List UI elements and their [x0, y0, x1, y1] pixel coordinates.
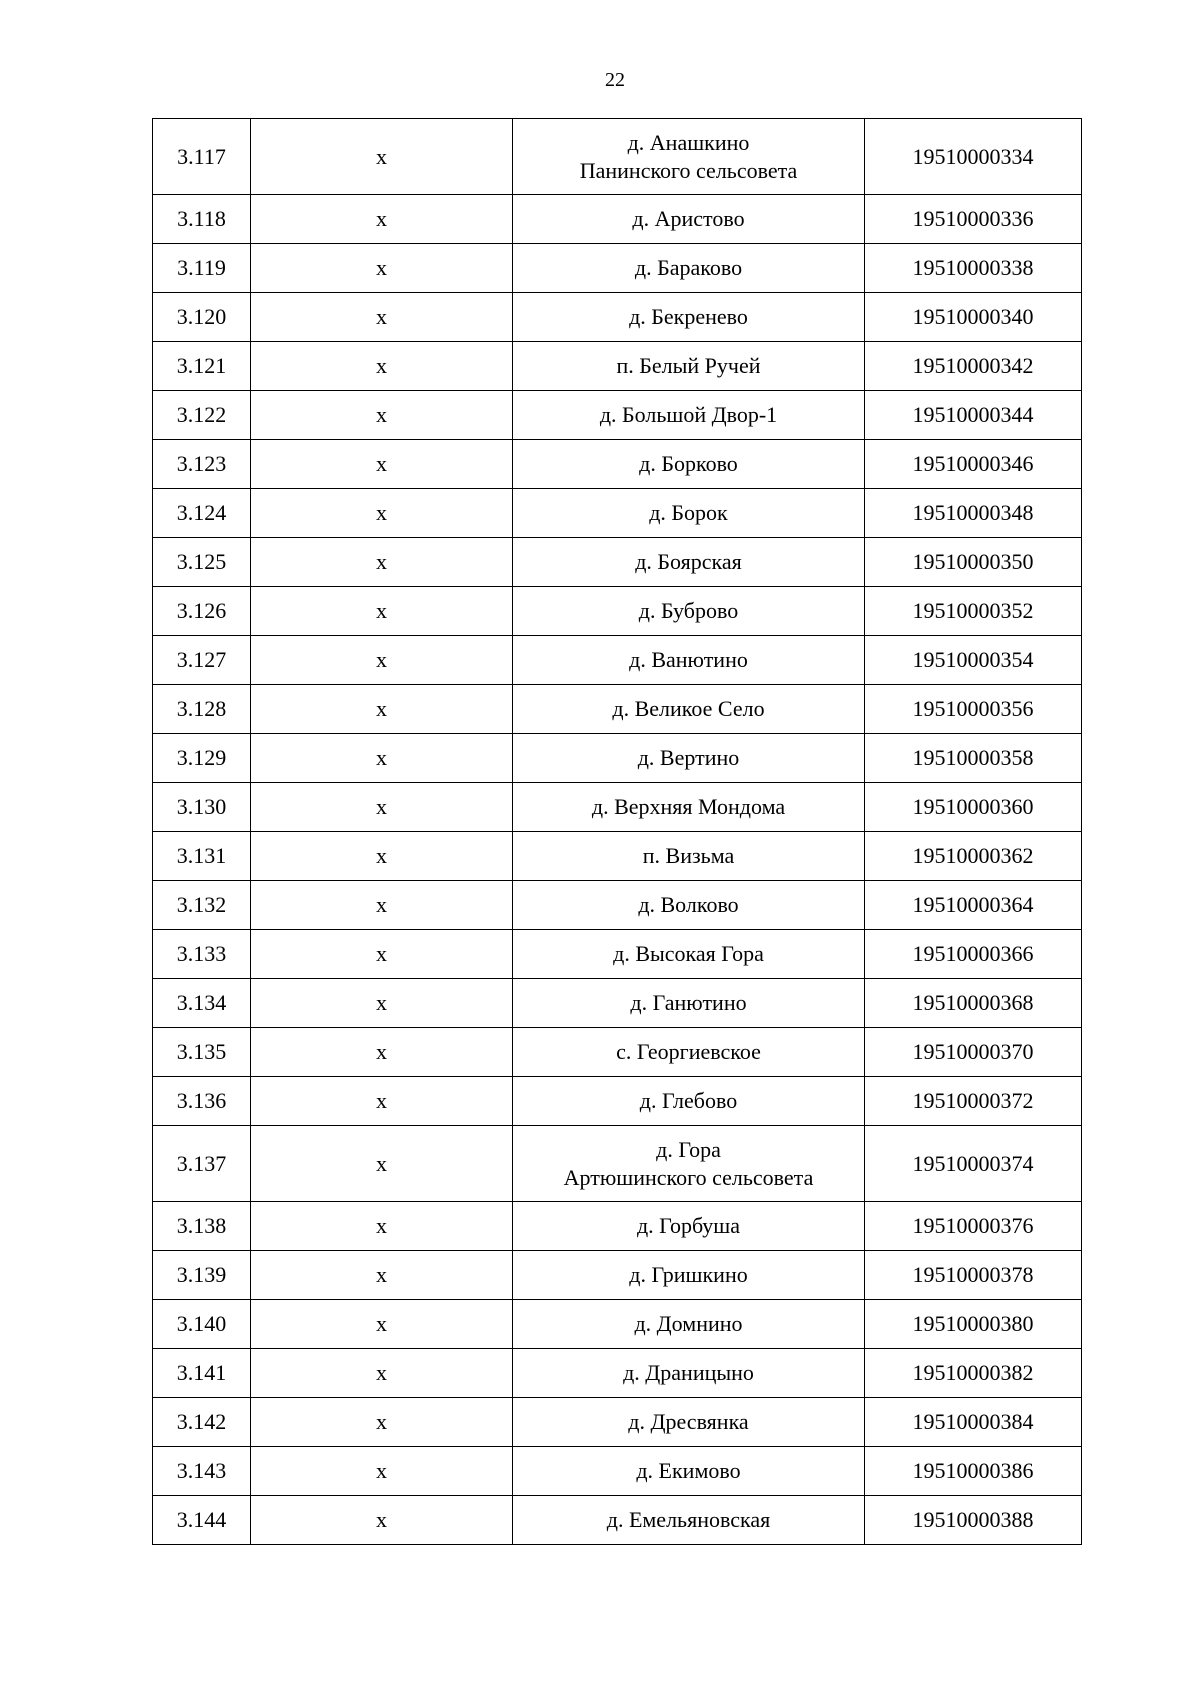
- settlement-name-line: д. Горбуша: [636, 1213, 741, 1238]
- settlement-name-cell: [513, 293, 865, 342]
- code-cell: 19510000344: [865, 391, 1082, 440]
- page-number: 22: [605, 69, 625, 91]
- settlement-name-cell: [513, 930, 865, 979]
- x-mark-cell: х: [251, 1398, 513, 1447]
- table-row: [153, 342, 1082, 391]
- settlement-name-line: д. Бараково: [634, 255, 743, 280]
- code-cell: 19510000362: [865, 832, 1082, 881]
- row-number-cell: 3.133: [153, 930, 251, 979]
- x-mark-cell: х: [251, 1202, 513, 1251]
- x-mark-cell: х: [251, 1447, 513, 1496]
- settlement-name-line: д. Ванютино: [629, 647, 748, 672]
- row-number-cell: 3.138: [153, 1202, 251, 1251]
- x-mark-cell: х: [251, 587, 513, 636]
- settlement-name-line: с. Георгиевское: [616, 1039, 761, 1064]
- x-mark-cell: х: [251, 1300, 513, 1349]
- settlement-name-cell: [513, 734, 865, 783]
- settlement-name-cell: [513, 195, 865, 244]
- row-number-cell: 3.123: [153, 440, 251, 489]
- code-cell: 19510000376: [865, 1202, 1082, 1251]
- code-cell: 19510000382: [865, 1349, 1082, 1398]
- row-number-cell: 3.144: [153, 1496, 251, 1545]
- settlement-name-cell: [513, 119, 865, 195]
- settlement-name-line: д. Домнино: [634, 1311, 743, 1336]
- settlement-name-line: д. Боярская: [635, 549, 742, 574]
- row-number-cell: 3.128: [153, 685, 251, 734]
- table-row: [153, 734, 1082, 783]
- settlement-name-cell: [513, 1398, 865, 1447]
- x-mark-cell: х: [251, 1496, 513, 1545]
- x-mark-cell: х: [251, 1077, 513, 1126]
- x-mark-cell: х: [251, 538, 513, 587]
- code-cell: 19510000336: [865, 195, 1082, 244]
- settlement-name-line: д. Драницыно: [623, 1360, 754, 1385]
- row-number-cell: 3.130: [153, 783, 251, 832]
- x-mark-cell: х: [251, 391, 513, 440]
- code-cell: 19510000366: [865, 930, 1082, 979]
- row-number-cell: 3.122: [153, 391, 251, 440]
- settlement-name-cell: [513, 342, 865, 391]
- code-cell: 19510000350: [865, 538, 1082, 587]
- settlement-name-cell: [513, 1349, 865, 1398]
- table-row: [153, 1126, 1082, 1202]
- settlement-name-line: д. Екимово: [636, 1458, 741, 1483]
- code-cell: 19510000364: [865, 881, 1082, 930]
- settlement-name-line: д. Аристово: [632, 206, 745, 231]
- settlement-name-line: Артюшинского сельсовета: [563, 1164, 814, 1190]
- table-row: [153, 1202, 1082, 1251]
- table-row: [153, 293, 1082, 342]
- code-cell: 19510000340: [865, 293, 1082, 342]
- settlement-name-line: д. Бекренево: [629, 304, 748, 329]
- row-number-cell: 3.125: [153, 538, 251, 587]
- table-row: [153, 1349, 1082, 1398]
- code-cell: 19510000354: [865, 636, 1082, 685]
- code-cell: 19510000374: [865, 1126, 1082, 1202]
- settlement-name-line: д. Вертино: [637, 745, 740, 770]
- code-cell: 19510000334: [865, 119, 1082, 195]
- settlement-name-line: Панинского сельсовета: [579, 157, 798, 183]
- row-number-cell: 3.117: [153, 119, 251, 195]
- settlement-name-line: д. Анашкино: [627, 129, 750, 155]
- code-cell: 19510000386: [865, 1447, 1082, 1496]
- settlement-name-cell: [513, 783, 865, 832]
- settlement-name-line: д. Ганютино: [630, 990, 747, 1015]
- settlement-name-line: д. Емельяновская: [606, 1507, 771, 1532]
- settlement-name-cell: [513, 1300, 865, 1349]
- table-row: [153, 636, 1082, 685]
- x-mark-cell: х: [251, 1028, 513, 1077]
- settlement-name-line: д. Гора: [656, 1136, 721, 1162]
- settlement-name-cell: [513, 1447, 865, 1496]
- settlement-name-cell: [513, 1126, 865, 1202]
- settlement-name-cell: [513, 1202, 865, 1251]
- row-number-cell: 3.129: [153, 734, 251, 783]
- settlement-name-line: д. Волково: [638, 892, 739, 917]
- row-number-cell: 3.131: [153, 832, 251, 881]
- x-mark-cell: х: [251, 119, 513, 195]
- table-row: [153, 119, 1082, 195]
- settlement-name-line: д. Большой Двор-1: [599, 402, 778, 427]
- x-mark-cell: х: [251, 832, 513, 881]
- code-cell: 19510000388: [865, 1496, 1082, 1545]
- x-mark-cell: х: [251, 342, 513, 391]
- row-number-cell: 3.135: [153, 1028, 251, 1077]
- settlement-name-line: д. Гришкино: [629, 1262, 748, 1287]
- x-mark-cell: х: [251, 489, 513, 538]
- table-row: [153, 440, 1082, 489]
- settlement-name-line: д. Дресвянка: [628, 1409, 749, 1434]
- settlement-name-line: п. Белый Ручей: [616, 353, 761, 378]
- settlement-name-line: д. Борково: [639, 451, 738, 476]
- row-number-cell: 3.141: [153, 1349, 251, 1398]
- settlement-name-cell: [513, 440, 865, 489]
- row-number-cell: 3.124: [153, 489, 251, 538]
- table-row: [153, 587, 1082, 636]
- row-number-cell: 3.121: [153, 342, 251, 391]
- row-number-cell: 3.136: [153, 1077, 251, 1126]
- settlement-name-cell: [513, 881, 865, 930]
- settlement-name-cell: [513, 538, 865, 587]
- x-mark-cell: х: [251, 195, 513, 244]
- table-row: [153, 1028, 1082, 1077]
- row-number-cell: 3.134: [153, 979, 251, 1028]
- x-mark-cell: х: [251, 881, 513, 930]
- row-number-cell: 3.132: [153, 881, 251, 930]
- table-row: [153, 1300, 1082, 1349]
- x-mark-cell: х: [251, 930, 513, 979]
- table-row: [153, 1077, 1082, 1126]
- code-cell: 19510000342: [865, 342, 1082, 391]
- x-mark-cell: х: [251, 1251, 513, 1300]
- row-number-cell: 3.118: [153, 195, 251, 244]
- table-row: [153, 783, 1082, 832]
- table-row: [153, 1496, 1082, 1545]
- x-mark-cell: х: [251, 293, 513, 342]
- settlement-name-cell: [513, 391, 865, 440]
- x-mark-cell: х: [251, 685, 513, 734]
- code-cell: 19510000348: [865, 489, 1082, 538]
- settlements-table: [152, 118, 1082, 1545]
- code-cell: 19510000356: [865, 685, 1082, 734]
- settlement-name-cell: [513, 685, 865, 734]
- table-row: [153, 979, 1082, 1028]
- settlement-name-cell: [513, 636, 865, 685]
- x-mark-cell: х: [251, 783, 513, 832]
- row-number-cell: 3.143: [153, 1447, 251, 1496]
- settlement-name-line: д. Великое Село: [612, 696, 765, 721]
- row-number-cell: 3.120: [153, 293, 251, 342]
- row-number-cell: 3.142: [153, 1398, 251, 1447]
- table-row: [153, 538, 1082, 587]
- settlement-name-line: д. Верхняя Мондома: [591, 794, 786, 819]
- table-row: [153, 1447, 1082, 1496]
- settlement-name-cell: [513, 1077, 865, 1126]
- table-row: [153, 881, 1082, 930]
- settlement-name-cell: [513, 244, 865, 293]
- code-cell: 19510000360: [865, 783, 1082, 832]
- code-cell: 19510000368: [865, 979, 1082, 1028]
- settlement-name-line: п. Визьма: [642, 843, 735, 868]
- settlement-name-cell: [513, 1251, 865, 1300]
- code-cell: 19510000370: [865, 1028, 1082, 1077]
- row-number-cell: 3.140: [153, 1300, 251, 1349]
- settlement-name-line: д. Высокая Гора: [613, 941, 764, 966]
- code-cell: 19510000358: [865, 734, 1082, 783]
- code-cell: 19510000352: [865, 587, 1082, 636]
- table-row: [153, 489, 1082, 538]
- x-mark-cell: х: [251, 244, 513, 293]
- code-cell: 19510000372: [865, 1077, 1082, 1126]
- table-body: [153, 119, 1082, 1545]
- table-row: [153, 832, 1082, 881]
- table-row: [153, 685, 1082, 734]
- settlement-name-cell: [513, 489, 865, 538]
- code-cell: 19510000346: [865, 440, 1082, 489]
- settlement-name-line: д. Глебово: [639, 1088, 738, 1113]
- table-row: [153, 1398, 1082, 1447]
- settlement-name-line: д. Борок: [649, 500, 728, 525]
- x-mark-cell: х: [251, 1349, 513, 1398]
- settlement-name-cell: [513, 979, 865, 1028]
- settlement-name-cell: [513, 1028, 865, 1077]
- row-number-cell: 3.137: [153, 1126, 251, 1202]
- row-number-cell: 3.119: [153, 244, 251, 293]
- table-row: [153, 195, 1082, 244]
- code-cell: 19510000380: [865, 1300, 1082, 1349]
- code-cell: 19510000378: [865, 1251, 1082, 1300]
- settlement-name-cell: [513, 832, 865, 881]
- x-mark-cell: х: [251, 1126, 513, 1202]
- x-mark-cell: х: [251, 440, 513, 489]
- settlement-name-line: д. Буброво: [638, 598, 739, 623]
- table-row: [153, 930, 1082, 979]
- table-row: [153, 244, 1082, 293]
- row-number-cell: 3.127: [153, 636, 251, 685]
- x-mark-cell: х: [251, 636, 513, 685]
- x-mark-cell: х: [251, 734, 513, 783]
- code-cell: 19510000338: [865, 244, 1082, 293]
- settlement-name-cell: [513, 587, 865, 636]
- row-number-cell: 3.139: [153, 1251, 251, 1300]
- row-number-cell: 3.126: [153, 587, 251, 636]
- code-cell: 19510000384: [865, 1398, 1082, 1447]
- settlement-name-cell: [513, 1496, 865, 1545]
- x-mark-cell: х: [251, 979, 513, 1028]
- table-row: [153, 391, 1082, 440]
- table-row: [153, 1251, 1082, 1300]
